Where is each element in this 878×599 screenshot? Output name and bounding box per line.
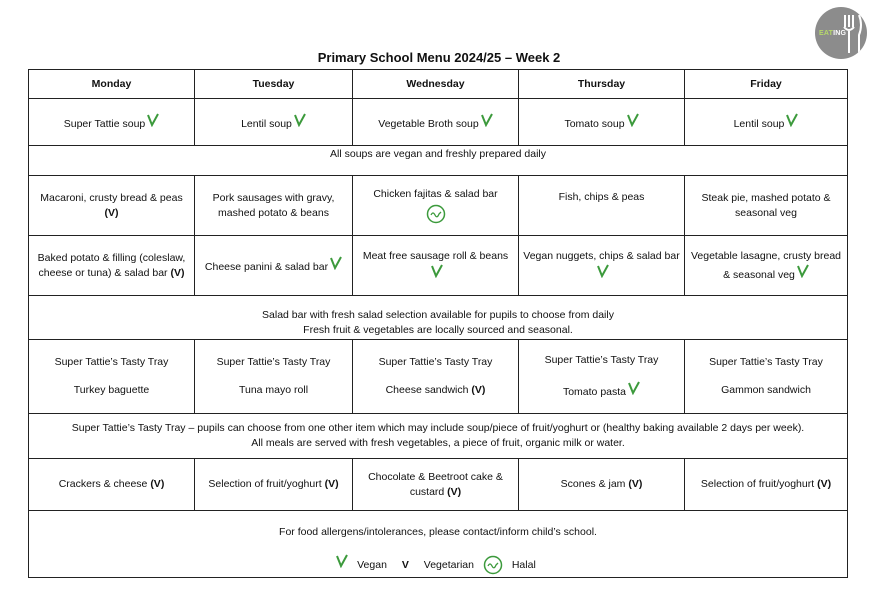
tray-title: Super Tattie’s Tasty Tray <box>378 356 493 368</box>
tray-item: Tuna mayo roll <box>238 384 309 396</box>
tray-row <box>29 340 848 414</box>
vegan-leaf-icon <box>786 113 798 127</box>
main-name: Macaroni, crusty bread & peas <box>40 191 183 204</box>
vegetarian-tag: (V) <box>104 206 119 219</box>
day-header-row <box>29 70 848 99</box>
tray-note <box>29 414 848 459</box>
legend-vegetarian: Vegetarian <box>423 559 474 571</box>
dessert-row <box>29 459 848 511</box>
tray-cell <box>195 340 353 414</box>
dessert-name: Crackers & cheese <box>58 478 148 490</box>
vegan-leaf-icon <box>336 554 348 568</box>
salad-note-line: Salad bar with fresh salad selection available for pupils to choose from daily <box>262 309 614 321</box>
main-cell <box>685 176 848 236</box>
soup-cell <box>685 99 848 146</box>
dessert-name: Scones & jam <box>560 478 626 490</box>
day-header: Friday <box>685 70 848 99</box>
logo-text: EATING <box>819 30 847 37</box>
soup-name: Lentil soup <box>733 117 785 130</box>
tray-note-row <box>29 414 848 459</box>
halal-icon <box>426 204 446 224</box>
tray-title: Super Tattie’s Tasty Tray <box>54 356 169 368</box>
main-name: Steak pie, mashed potato & seasonal veg <box>701 191 831 219</box>
main-name: Fish, chips & peas <box>558 191 645 203</box>
main-cell <box>195 176 353 236</box>
vegan-leaf-icon <box>481 113 493 127</box>
main-cell <box>29 236 195 296</box>
dessert-name: Chocolate & Beetroot cake & custard <box>368 470 503 498</box>
vegetarian-tag: (V) <box>628 478 643 490</box>
vegan-leaf-icon <box>797 264 809 278</box>
allergy-note: For food allergens/intolerances, please contact/inform child’s school. <box>279 526 597 538</box>
vegan-leaf-icon <box>597 264 609 278</box>
tray-item: Turkey baguette <box>73 384 150 396</box>
legend-vegan: Vegan <box>357 559 387 571</box>
main-name: Chicken fajitas & salad bar <box>373 188 498 200</box>
legend-v-mark: V <box>401 559 409 571</box>
legend-halal: Halal <box>511 559 536 571</box>
day-header: Tuesday <box>195 70 353 99</box>
soup-cell <box>195 99 353 146</box>
dessert-name: Selection of fruit/yoghurt <box>208 478 322 490</box>
vegetarian-tag: (V) <box>170 266 185 279</box>
soup-note: All soups are vegan and freshly prepared daily <box>29 146 848 176</box>
halal-icon <box>483 555 503 575</box>
main-cell <box>685 236 848 296</box>
tray-cell <box>685 340 848 414</box>
salad-note-row <box>29 296 848 340</box>
soup-note-row <box>29 146 848 176</box>
soup-cell <box>29 99 195 146</box>
vegetarian-tag: (V) <box>150 478 165 490</box>
tray-cell <box>353 340 519 414</box>
day-header: Thursday <box>519 70 685 99</box>
vegetarian-tag: (V) <box>471 384 486 396</box>
main1-row <box>29 176 848 236</box>
main-cell <box>29 176 195 236</box>
vegan-leaf-icon <box>330 256 342 270</box>
vegan-leaf-icon <box>628 381 640 395</box>
main-name: Vegetable lasagne, crusty bread & seasonal veg <box>690 249 842 281</box>
main-name: Vegan nuggets, chips & salad bar <box>523 249 680 262</box>
soup-cell <box>519 99 685 146</box>
tray-title: Super Tattie’s Tasty Tray <box>544 354 659 366</box>
tray-note-line: All meals are served with fresh vegetables, a piece of fruit, organic milk or water. <box>251 437 625 449</box>
vegan-leaf-icon <box>147 113 159 127</box>
tray-note-line: Super Tattie’s Tasty Tray – pupils can choose from one other item which may include soup/piece of fruit/yoghurt or (healthy baking available 2 days per week). <box>71 422 805 434</box>
main-cell <box>353 236 519 296</box>
menu-table <box>28 69 848 578</box>
salad-note <box>29 296 848 340</box>
tray-title: Super Tattie’s Tasty Tray <box>709 356 823 368</box>
soup-cell <box>353 99 519 146</box>
soup-name: Lentil soup <box>241 117 292 130</box>
legend <box>33 554 843 575</box>
tray-cell <box>519 340 685 414</box>
main-cell <box>519 176 685 236</box>
tray-item: Tomato pasta <box>562 386 627 398</box>
vegetarian-tag: (V) <box>324 478 339 490</box>
dessert-name: Selection of fruit/yoghurt <box>700 478 815 490</box>
main-cell <box>519 236 685 296</box>
soup-name: Vegetable Broth soup <box>378 117 479 130</box>
soup-name: Tomato soup <box>564 117 625 130</box>
dessert-cell <box>195 459 353 511</box>
footer-row <box>29 511 848 578</box>
tray-item: Gammon sandwich <box>721 384 811 396</box>
soup-row <box>29 99 848 146</box>
vegan-leaf-icon <box>294 113 306 127</box>
footer-cell <box>29 511 848 578</box>
soup-name: Super Tattie soup <box>63 117 146 130</box>
tray-item: Cheese sandwich <box>385 384 469 396</box>
vegetarian-tag: (V) <box>447 485 462 498</box>
vegetarian-tag: (V) <box>817 478 832 490</box>
page-title: Primary School Menu 2024/25 – Week 2 <box>317 50 561 65</box>
main-name: Cheese panini & salad bar <box>204 261 329 273</box>
main-name: Meat free sausage roll & beans <box>362 249 509 262</box>
vegan-leaf-icon <box>627 113 639 127</box>
main2-row <box>29 236 848 296</box>
day-header: Wednesday <box>353 70 519 99</box>
main-cell <box>195 236 353 296</box>
salad-note-line: Fresh fruit & vegetables are locally sourced and seasonal. <box>303 324 573 336</box>
day-header: Monday <box>29 70 195 99</box>
dessert-cell <box>685 459 848 511</box>
tray-title: Super Tattie’s Tasty Tray <box>216 356 331 368</box>
main-name: Baked potato & filling (coleslaw, cheese or tuna) & salad bar <box>37 251 186 279</box>
dessert-cell <box>519 459 685 511</box>
tray-cell <box>29 340 195 414</box>
main-name: Pork sausages with gravy, mashed potato & beans <box>212 191 335 219</box>
dessert-cell <box>29 459 195 511</box>
vegan-leaf-icon <box>431 264 443 278</box>
main-cell <box>353 176 519 236</box>
dessert-cell <box>353 459 519 511</box>
